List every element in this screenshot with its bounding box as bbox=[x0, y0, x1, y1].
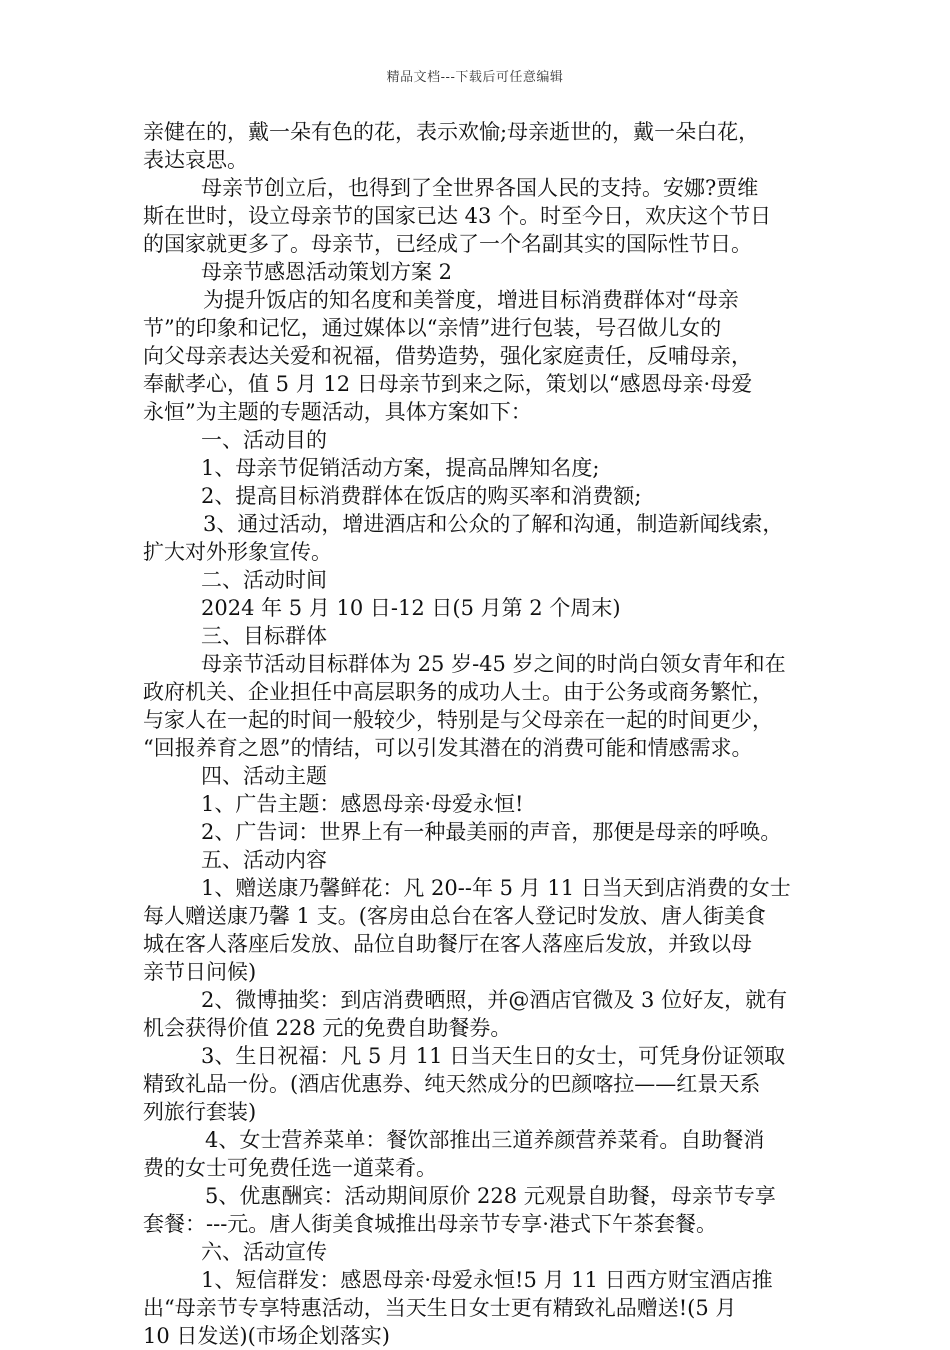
body-line: 2024 年 5 月 10 日-12 日(5 月第 2 个周末) bbox=[201, 596, 621, 620]
body-line: 为提升饭店的知名度和美誉度，增进目标消费群体对“母亲 bbox=[203, 288, 739, 312]
body-line: 机会获得价值 228 元的免费自助餐券。 bbox=[143, 1016, 512, 1040]
section-heading: 二、活动时间 bbox=[201, 568, 327, 592]
body-line: 政府机关、企业担任中高层职务的成功人士。由于公务或商务繁忙， bbox=[143, 680, 773, 704]
section-heading: 六、活动宣传 bbox=[201, 1240, 327, 1264]
body-line: 斯在世时，设立母亲节的国家已达 43 个。时至今日，欢庆这个节日 bbox=[143, 204, 772, 228]
body-line: 亲健在的，戴一朵有色的花，表示欢愉;母亲逝世的，戴一朵白花， bbox=[143, 120, 760, 144]
body-line: 城在客人落座后发放、品位自助餐厅在客人落座后发放，并致以母 bbox=[143, 932, 752, 956]
list-item: 5、优惠酬宾：活动期间原价 228 元观景自助餐，母亲节专享 bbox=[205, 1184, 776, 1208]
body-line: 10 日发送)(市场企划落实) bbox=[143, 1324, 390, 1348]
list-item: 1、广告主题：感恩母亲·母爱永恒! bbox=[201, 792, 524, 816]
list-item: 1、短信群发：感恩母亲·母爱永恒!5 月 11 日西方财宝酒店推 bbox=[201, 1268, 773, 1292]
body-line: 节”的印象和记忆，通过媒体以“亲情”进行包装，号召做儿女的 bbox=[143, 316, 722, 340]
body-line: 列旅行套装) bbox=[143, 1100, 257, 1124]
page-header: 精品文档---下载后可任意编辑 bbox=[386, 70, 564, 85]
body-line: 与家人在一起的时间一般较少，特别是与父母亲在一起的时间更少， bbox=[143, 708, 773, 732]
list-item: 3、通过活动，增进酒店和公众的了解和沟通，制造新闻线索， bbox=[203, 512, 784, 536]
body-line: 套餐：---元。唐人街美食城推出母亲节专享·港式下午茶套餐。 bbox=[143, 1212, 717, 1236]
section-title: 母亲节感恩活动策划方案 2 bbox=[201, 260, 453, 284]
body-line: 每人赠送康乃馨 1 支。(客房由总台在客人登记时发放、唐人街美食 bbox=[143, 904, 766, 928]
body-line: 亲节日问候) bbox=[143, 960, 257, 984]
body-line: 母亲节活动目标群体为 25 岁-45 岁之间的时尚白领女青年和在 bbox=[201, 652, 786, 676]
section-heading: 四、活动主题 bbox=[201, 764, 327, 788]
section-heading: 五、活动内容 bbox=[201, 848, 327, 872]
list-item: 4、女士营养菜单：餐饮部推出三道养颜营养菜肴。自助餐消 bbox=[205, 1128, 765, 1152]
list-item: 2、广告词：世界上有一种最美丽的声音，那便是母亲的呼唤。 bbox=[201, 820, 782, 844]
list-item: 1、母亲节促销活动方案，提高品牌知名度; bbox=[201, 456, 600, 480]
body-line: 向父母亲表达关爱和祝福，借势造势，强化家庭责任，反哺母亲， bbox=[143, 344, 752, 368]
body-line: “回报养育之恩”的情结，可以引发其潜在的消费可能和情感需求。 bbox=[143, 736, 753, 760]
section-heading: 一、活动目的 bbox=[201, 428, 327, 452]
body-line: 费的女士可免费任选一道菜肴。 bbox=[143, 1156, 437, 1180]
list-item: 2、微博抽奖：到店消费晒照，并@酒店官微及 3 位好友，就有 bbox=[201, 988, 788, 1012]
body-line: 母亲节创立后，也得到了全世界各国人民的支持。安娜?贾维 bbox=[201, 176, 759, 200]
section-heading: 三、目标群体 bbox=[201, 624, 327, 648]
body-line: 扩大对外形象宣传。 bbox=[143, 540, 332, 564]
body-line: 精致礼品一份。(酒店优惠券、纯天然成分的巴颜喀拉——红景天系 bbox=[143, 1072, 761, 1096]
document-body bbox=[143, 118, 823, 1350]
body-line: 表达哀思。 bbox=[143, 148, 248, 172]
body-line: 出“母亲节专享特惠活动，当天生日女士更有精致礼品赠送!(5 月 bbox=[143, 1296, 737, 1320]
body-line: 永恒”为主题的专题活动，具体方案如下： bbox=[143, 400, 532, 424]
body-line: 的国家就更多了。母亲节，已经成了一个名副其实的国际性节日。 bbox=[143, 232, 752, 256]
list-item: 1、赠送康乃馨鲜花：凡 20--年 5 月 11 日当天到店消费的女士 bbox=[201, 876, 791, 900]
body-line: 奉献孝心，值 5 月 12 日母亲节到来之际，策划以“感恩母亲·母爱 bbox=[143, 372, 753, 396]
list-item: 2、提高目标消费群体在饭店的购买率和消费额; bbox=[201, 484, 642, 508]
list-item: 3、生日祝福：凡 5 月 11 日当天生日的女士，可凭身份证领取 bbox=[201, 1044, 786, 1068]
